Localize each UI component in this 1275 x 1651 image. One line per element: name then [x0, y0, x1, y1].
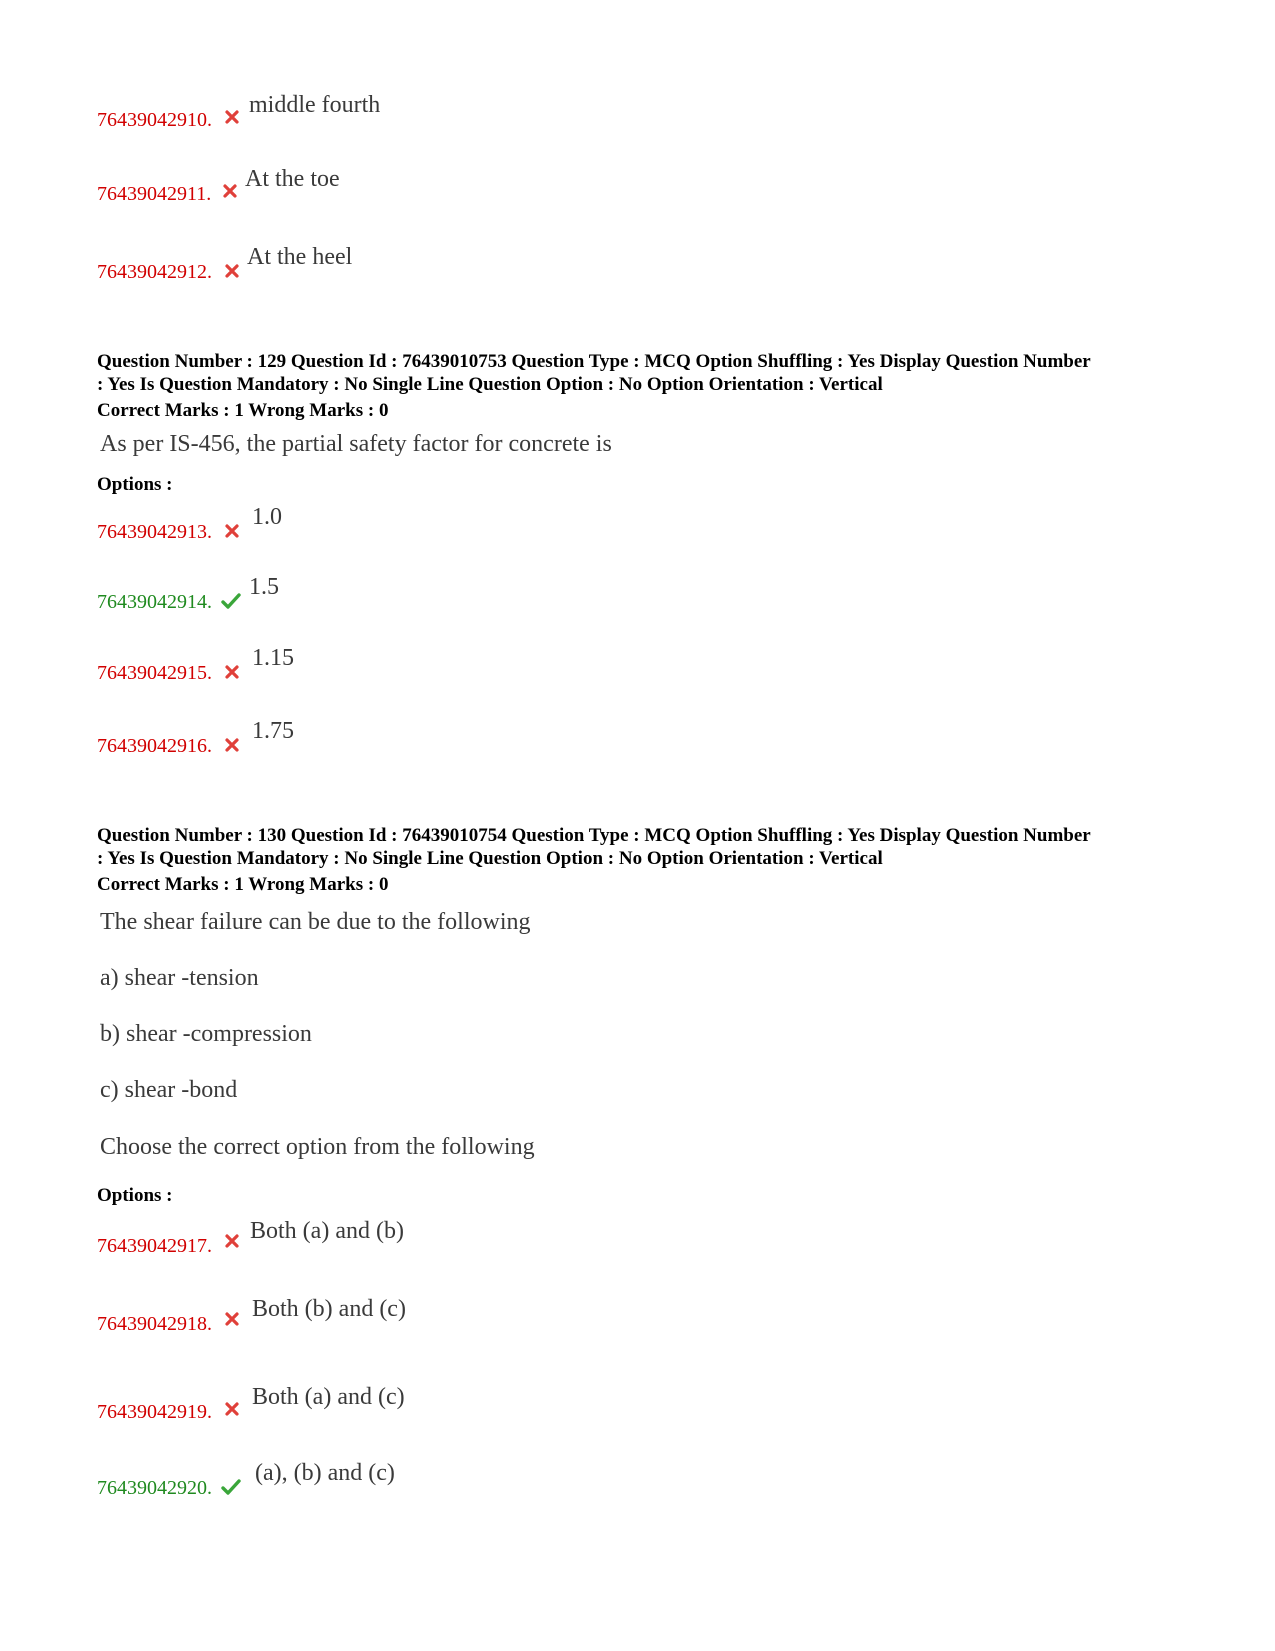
question-text: c) shear -bond	[100, 1077, 238, 1103]
cross-icon	[223, 1232, 241, 1250]
option-id: 76439042919.	[97, 1401, 212, 1423]
option-id: 76439042917.	[97, 1235, 212, 1257]
check-icon	[221, 592, 241, 610]
option-id: 76439042911.	[97, 183, 212, 205]
question-meta	[97, 824, 1207, 870]
question-text: As per IS-456, the partial safety factor for concrete is	[100, 431, 612, 457]
option-text: 1.0	[252, 504, 282, 530]
meta-line: Question Number : 129 Question Id : 76439010753 Question Type : MCQ Option Shuffling : Yes Display Question Number	[97, 351, 1091, 372]
marks-line: Correct Marks : 1 Wrong Marks : 0	[97, 874, 389, 895]
option-id: 76439042920.	[97, 1477, 212, 1499]
cross-icon	[223, 108, 241, 126]
option-text: Both (a) and (c)	[252, 1384, 405, 1410]
cross-icon	[223, 1400, 241, 1418]
option-id: 76439042910.	[97, 109, 212, 131]
meta-line: : Yes Is Question Mandatory : No Single Line Question Option : No Option Orientation : Vertical	[97, 848, 883, 869]
options-label: Options :	[97, 1185, 173, 1206]
cross-icon	[223, 736, 241, 754]
cross-icon	[223, 522, 241, 540]
option-id: 76439042912.	[97, 261, 212, 283]
question-text: The shear failure can be due to the following	[100, 909, 531, 935]
option-text: Both (a) and (b)	[250, 1218, 404, 1244]
option-text: At the heel	[247, 244, 353, 270]
option-text: middle fourth	[249, 92, 381, 118]
option-text: At the toe	[245, 166, 340, 192]
option-id: 76439042916.	[97, 735, 212, 757]
question-text: Choose the correct option from the following	[100, 1134, 535, 1160]
marks-line: Correct Marks : 1 Wrong Marks : 0	[97, 400, 389, 421]
cross-icon	[223, 663, 241, 681]
check-icon	[221, 1478, 241, 1496]
option-text: Both (b) and (c)	[252, 1296, 406, 1322]
cross-icon	[223, 1310, 241, 1328]
option-id: 76439042913.	[97, 521, 212, 543]
option-id: 76439042918.	[97, 1313, 212, 1335]
option-id: 76439042914.	[97, 591, 212, 613]
question-meta	[97, 350, 1207, 396]
question-text: a) shear -tension	[100, 965, 259, 991]
meta-line: Question Number : 130 Question Id : 76439010754 Question Type : MCQ Option Shuffling : Yes Display Question Number	[97, 825, 1091, 846]
option-text: 1.15	[252, 645, 294, 671]
options-label: Options :	[97, 474, 173, 495]
option-id: 76439042915.	[97, 662, 212, 684]
meta-line: : Yes Is Question Mandatory : No Single Line Question Option : No Option Orientation : Vertical	[97, 374, 883, 395]
cross-icon	[221, 182, 239, 200]
option-text: (a), (b) and (c)	[255, 1460, 395, 1486]
cross-icon	[223, 262, 241, 280]
option-text: 1.5	[249, 574, 279, 600]
question-text: b) shear -compression	[100, 1021, 312, 1047]
option-text: 1.75	[252, 718, 294, 744]
